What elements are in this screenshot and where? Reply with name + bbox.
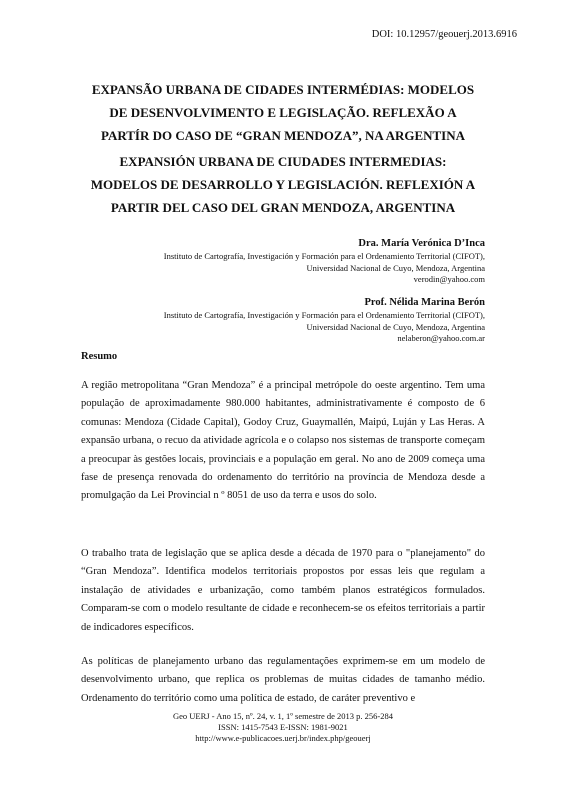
title-pt-line: PARTÍR DO CASO DE “GRAN MENDOZA”, NA ARGENTINA bbox=[100, 128, 466, 143]
abstract-paragraph: O trabalho trata de legislação que se aplica desde a década de 1970 para o "planejamento" do “Gran Mendoza”. Identifica modelos territoriais propostos por essas leis que regulam a instalação de atividades e urbanização, como também planos estratégicos formulados. Comparam-se com o modelo resultante de cidade e reconhecem-se os efeitos territoriais a partir de indicadores específicos. bbox=[81, 548, 485, 633]
author-affiliation: Universidad Nacional de Cuyo, Mendoza, Argentina bbox=[306, 321, 485, 332]
title-es-line: PARTIR DEL CASO DEL GRAN MENDOZA, ARGENTINA bbox=[110, 200, 456, 215]
title-es-line: EXPANSIÓN URBANA DE CIUDADES INTERMEDIAS: bbox=[119, 154, 447, 169]
author-affiliation: Instituto de Cartografía, Investigación y Formación para el Ordenamiento Territorial (CIFOT), bbox=[163, 251, 485, 261]
title-es-line: MODELOS DE DESARROLLO Y LEGISLACIÓN. REFLEXIÓN A bbox=[90, 177, 476, 192]
footer-url: http://www.e-publicacoes.uerj.br/index.php/geouerj bbox=[195, 733, 371, 743]
author-email: verodin@yahoo.com bbox=[413, 274, 485, 284]
author-affiliation: Instituto de Cartografía, Investigación y Formación para el Ordenamiento Territorial (CIFOT), bbox=[163, 310, 485, 320]
footer-issn: ISSN: 1415-7543 E-ISSN: 1981-9021 bbox=[218, 722, 348, 732]
author-name: Prof. Nélida Marina Berón bbox=[364, 297, 485, 308]
author-block bbox=[164, 237, 485, 286]
abstract-paragraph: A região metropolitana “Gran Mendoza” é a principal metrópole do oeste argentino. Tem uma população de aproximadamente 980.000 habitantes, administrativamente é composto de 6 comunas: Mendoza (Cidade Capital), Godoy Cruz, Guaymallén, Maipú, Luján y Las Heras. A expansão urbana, o recuo da atividade agrícola e o colapso nos sistemas de transporte começam a preocupar às gestões locais, provinciais e a população em geral. No ano de 2009 começa uma fase de presença renovada do ordenamento do território na província de Mendoza desde a promulgação da Lei Provincial n º 8051 de uso da terra e usos do solo. bbox=[81, 380, 485, 502]
title-pt-line: DE DESENVOLVIMENTO E LEGISLAÇÃO. REFLEXÃO A bbox=[109, 105, 457, 120]
title-portuguese bbox=[60, 78, 506, 147]
author-name: Dra. María Verónica D’Inca bbox=[358, 238, 485, 249]
abstract-paragraph: As políticas de planejamento urbano das regulamentações exprimem-se em um modelo de desenvolvimento urbano, que replica os problemas de muitas cidades de tamanho médio. Ordenamento do território como uma política de estado, de caráter preventivo e bbox=[81, 656, 485, 704]
abstract-heading: Resumo bbox=[81, 351, 118, 362]
author-block bbox=[164, 296, 485, 345]
author-email: nelaberon@yahoo.com.ar bbox=[397, 333, 485, 343]
footer-citation: Geo UERJ - Ano 15, nº. 24, v. 1, 1º semestre de 2013 p. 256-284 bbox=[172, 711, 394, 721]
title-pt-line: EXPANSÃO URBANA DE CIDADES INTERMÉDIAS: MODELOS bbox=[91, 82, 475, 97]
journal-footer bbox=[60, 711, 506, 744]
author-affiliation: Universidad Nacional de Cuyo, Mendoza, Argentina bbox=[306, 262, 485, 273]
doi-text: DOI: 10.12957/geouerj.2013.6916 bbox=[371, 29, 517, 40]
title-spanish bbox=[60, 150, 506, 219]
